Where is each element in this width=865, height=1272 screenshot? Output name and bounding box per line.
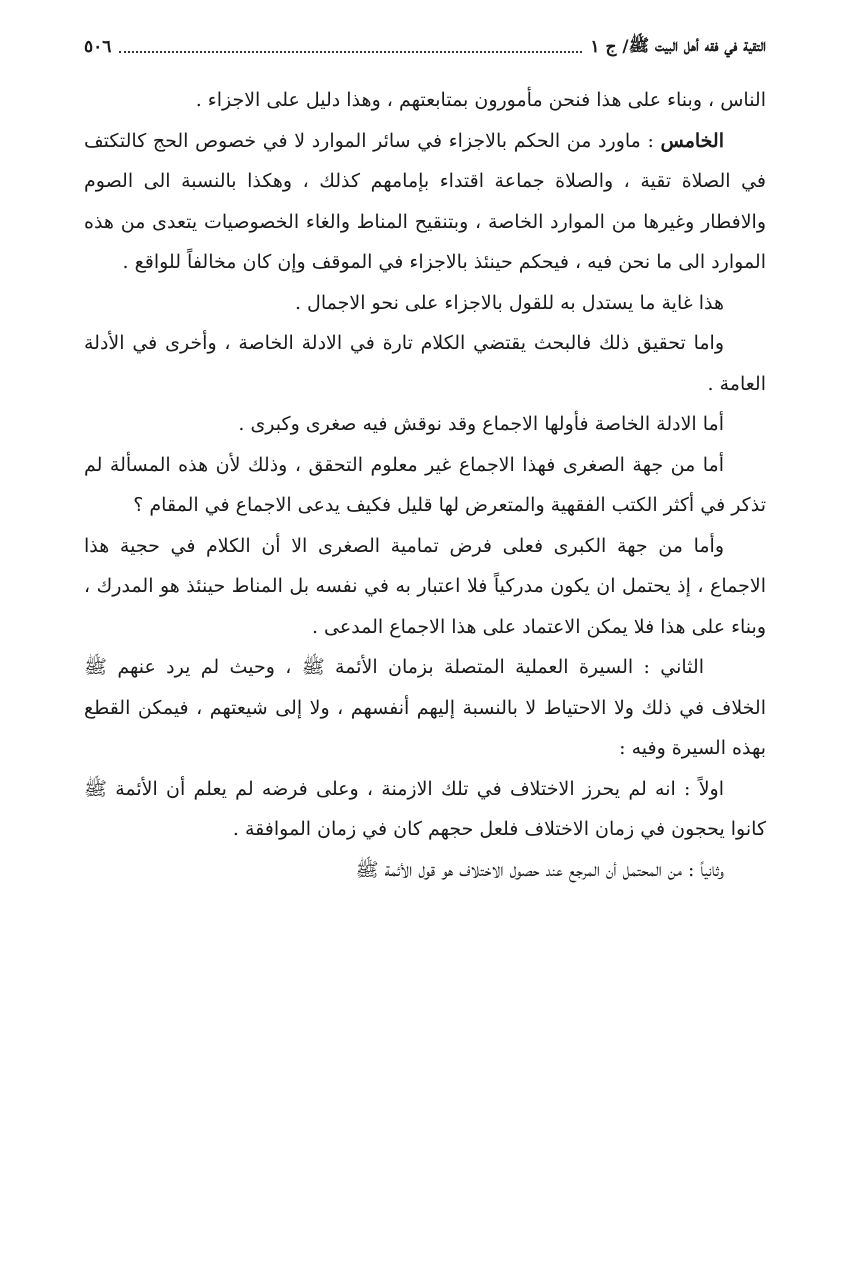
paragraph-3: هذا غاية ما يستدل به للقول بالاجزاء على نحو الاجمال . <box>294 291 724 314</box>
paragraph-4: واما تحقيق ذلك فالبحث يقتضي الكلام تارة في الادلة الخاصة ، وأخرى في الأدلة العامة . <box>84 332 766 395</box>
paragraph-9: اولاً : انه لم يحرز الاختلاف في تلك الازمنة ، وعلى فرضه لم يعلم أن الأئمة ﷺ كانوا يحجون في زمان الاختلاف فلعل حجهم كان في زمان الموافقة . <box>84 777 766 840</box>
page-number: ٥٠٦ <box>84 37 112 57</box>
paragraph-8: الثاني : السيرة العملية المتصلة بزمان الأئمة ﷺ ، وحيث لم يرد عنهم ﷺ الخلاف في ذلك ولا الاحتياط لا بالنسبة إليهم أنفسهم ، ولا إلى شيعتهم ، فيمكن القطع بهذه السيرة وفيه : <box>84 656 766 759</box>
running-title: التقية في فقه أهل البيت ﷺ <box>628 35 766 56</box>
leader-dots <box>119 51 582 53</box>
running-header <box>84 30 766 64</box>
page-body <box>84 80 766 890</box>
paragraph-5: أما الادلة الخاصة فأولها الاجماع وقد نوقش فيه صغرى وكبرى . <box>238 413 724 435</box>
paragraph-2-text: : ماورد من الحكم بالاجزاء في سائر الموارد لا في خصوص الحج كالتكتف في الصلاة تقية ، والصلاة جماعة اقتداء بإمامهم كذلك ، وهكذا بالنسبة الى الصوم والافطار وغيرها من الموارد الخاصة ، وبتنقيح المناط والغاء الخصوصيات يتعدى من هذه الموارد الى ما نحن فيه ، فيحكم حينئذ بالاجزاء في الموقف وإن كان مخالفاً للواقع . <box>84 129 766 273</box>
term-khamis: الخامس <box>660 129 724 152</box>
book-page <box>84 30 766 1190</box>
paragraph-10: وثانياً : من المحتمل أن المرجع عند حصول الاختلاف هو قول الأئمة ﷺ <box>355 858 724 881</box>
paragraph-7: وأما من جهة الكبرى فعلى فرض تمامية الصغرى الا أن الكلام في حجية هذا الاجماع ، إذ يحتمل ان يكون مدركياً فلا اعتبار به في نفسه بل المناط حينئذ هو المدرك ، وبناء على هذا فلا يمكن الاعتماد على هذا الاجماع المدعى . <box>84 534 766 638</box>
paragraph-6: أما من جهة الصغرى فهذا الاجماع غير معلوم التحقق ، وذلك لأن هذه المسألة لم تذكر في أكثر الكتب الفقهية والمتعرض لها قليل فكيف يدعى الاجماع في المقام ؟ <box>84 453 766 516</box>
paragraph-2 <box>84 121 766 283</box>
volume-label: / ج ١ <box>590 37 629 57</box>
paragraph-1: الناس ، وبناء على هذا فنحن مأمورون بمتابعتهم ، وهذا دليل على الاجزاء . <box>195 89 766 111</box>
